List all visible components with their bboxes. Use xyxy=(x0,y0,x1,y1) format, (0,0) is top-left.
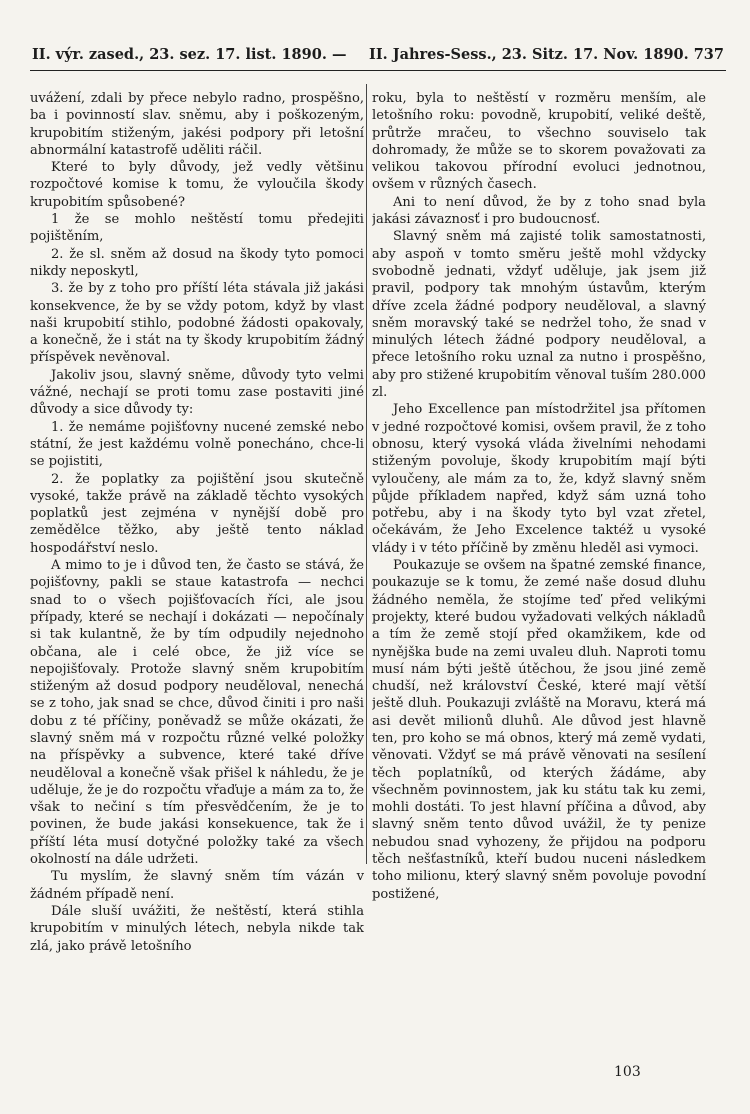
paragraph: Jeho Excellence pan místodržitel jsa přítomen v jedné rozpočtové komisi, ovšem pravil, že z toho obnosu, který vysoká vláda živelními nehodami stiženým povoluje, škody krupobitím mají býti vyloučeny, ale mám za to, že, když slavný sněm půjde příkladem napřed, když sám uzná toho potřebu, aby i na škody tyto byl vzat zřetel, očekávám, že Jeho Excelence taktéž u vysoké vlády i v této příčině by změnu hleděl asi vymoci. xyxy=(372,402,706,556)
header-german: II. Jahres-Sess., 23. Sitz. 17. Nov. 1890. 737 xyxy=(369,46,724,63)
right-column xyxy=(372,90,706,1070)
paragraph: Tu myslím, že slavný sněm tím vázán v žádném případě není. xyxy=(30,869,364,902)
paragraph: Jakoliv jsou, slavný sněme, důvody tyto velmi vážné, nechají se proti tomu zase postaviti jiné důvody a sice důvody ty: xyxy=(30,367,364,418)
paragraph: Dále sluší uvážiti, že neštěstí, která stihla krupobitím v minulých létech, nebyla nikde tak zlá, jako právě letošního xyxy=(30,903,364,954)
header-separator: — xyxy=(331,46,347,63)
paragraph: Které to byly důvody, jež vedly většinu rozpočtové komise k tomu, že vyloučila škody krupobitím spůsobené? xyxy=(30,160,364,210)
paragraph: uvážení, zdali by přece nebylo radno, prospěšno, ba i povinností slav. sněmu, aby i poškozeným, krupobitím stiženým, jakési podpory při letošní abnormální katastrofě uděliti ráčil. xyxy=(30,91,364,158)
paragraph: 2. že sl. sněm až dosud na škody tyto pomoci nikdy neposkytl, xyxy=(30,246,364,279)
running-header xyxy=(30,44,726,71)
header-czech-text: II. výr. zased., 23. sez. 17. list. 1890. xyxy=(32,46,327,63)
paragraph: roku, byla to neštěstí v rozměru menším, ale letošního roku: povodně, krupobití, veliké deště, průtrže mračeu, to všechno souviselo tak dohromady, že může se to skorem považovati za velikou takovou přírodní evoluci jednotnou, ovšem v různých časech. xyxy=(372,91,706,193)
paragraph: 1. že nemáme pojišťovny nucené zemské nebo státní, že jest každému volně ponecháno, chce-li se pojistiti, xyxy=(30,419,364,470)
paragraph: 2. že poplatky za pojištění jsou skutečně vysoké, takže právě na základě těchto vysokých poplatků jest zejména v nynější době pro zemědělce těžko, aby ještě tento náklad hospodářství neslo. xyxy=(30,471,364,556)
page-folio: 103 xyxy=(614,1064,641,1080)
paragraph: Slavný sněm má zajisté tolik samostatnosti, aby aspoň v tomto směru ještě mohl vždycky svobodně jednati, vždyť uděluje, jak jsem již pravil, podpory tak mnohým ústavům, kterým dříve zcela žádné podpory neuděloval, a slavný sněm moravský také se nedržel toho, že snad v minulých létech žádné podpory neuděloval, a přece letošního roku uznal za nutno i prospěšno, aby pro stižené krupobitím věnoval tuším 280.000 zl. xyxy=(372,229,706,401)
paragraph: 1 že se mohlo neštěstí tomu předejiti pojištěním, xyxy=(30,212,364,245)
paragraph: Poukazuje se ovšem na špatné zemské finance, poukazuje se k tomu, že zemé naše dosud dluhu žádného neměla, že stojíme teď před velikými projekty, které budou vyžadovati velkých nákladů a tím že země stojí před okamžikem, kde od nynějška bude na zemi uvaleu dluh. Naproti tomu musí nám býti ještě útěchou, že jsou jiné země chudší, než království České, které mají větší ještě dluh. Poukazuji zvláště na Moravu, která má asi devět milionů dluhů. Ale důvod jest hlavně ten, pro koho se má obnos, který má země vydati, věnovati. Vždyť se má právě věnovati na sesílení těch poplatníků, od kterých žádáme, aby všechněm povinnostem, jak ku státu tak ku zemi, mohli dostáti. To jest hlavní příčina a důvod, aby slavný sněm tento důvod uvážil, že ty penize nebudou snad vyhozeny, že přijdou na podporu těch nešťastníků, kteří budou nuceni následkem toho milionu, který slavný sněm povoluje povodní postižené, xyxy=(372,558,706,902)
paragraph: Ani to není důvod, že by z toho snad byla jakási závaznosť i pro budoucnosť. xyxy=(372,194,706,228)
left-column xyxy=(30,90,364,1070)
paragraph: 3. že by z toho pro příští léta stávala již jakási konsekvence, že by se vždy potom, když by vlast naši krupobití stihlo, podobné žádosti opakovaly, a konečně, že i stát na ty škody krupobitím žádný příspěvek nevěnoval. xyxy=(30,281,364,366)
column-divider xyxy=(366,84,367,864)
header-czech xyxy=(32,46,346,63)
paragraph: A mimo to je i důvod ten, že často se stává, že pojišťovny, pakli se staue katastrofa — nechci snad to o všech pojišťovacích říci, ale jsou případy, které se nechají i dokázati — nepočínaly si tak kulantně, že by tím odpudily nejednoho občana, ale i celé obce, že již více se nepojišťovaly. Protože slavný sněm krupobitím stiženým až dosud podpory neuděloval, nenechá se z toho, jak snad se chce, důvod činiti i pro naši dobu z té příčiny, poněvadž se může okázati, že slavný sněm má v rozpočtu různé velké položky na příspěvky a subvence, které také dříve neuděloval a konečně však přišel k náhledu, že je uděluje, že je do rozpočtu vřaďuje a mám za to, že však to nečiní s tím přesvědčením, že je to povinen, že bude jakási konsekuence, tak že i příští léta musí dotyčné položky také za všech okolností na dále udržeti. xyxy=(30,558,364,868)
